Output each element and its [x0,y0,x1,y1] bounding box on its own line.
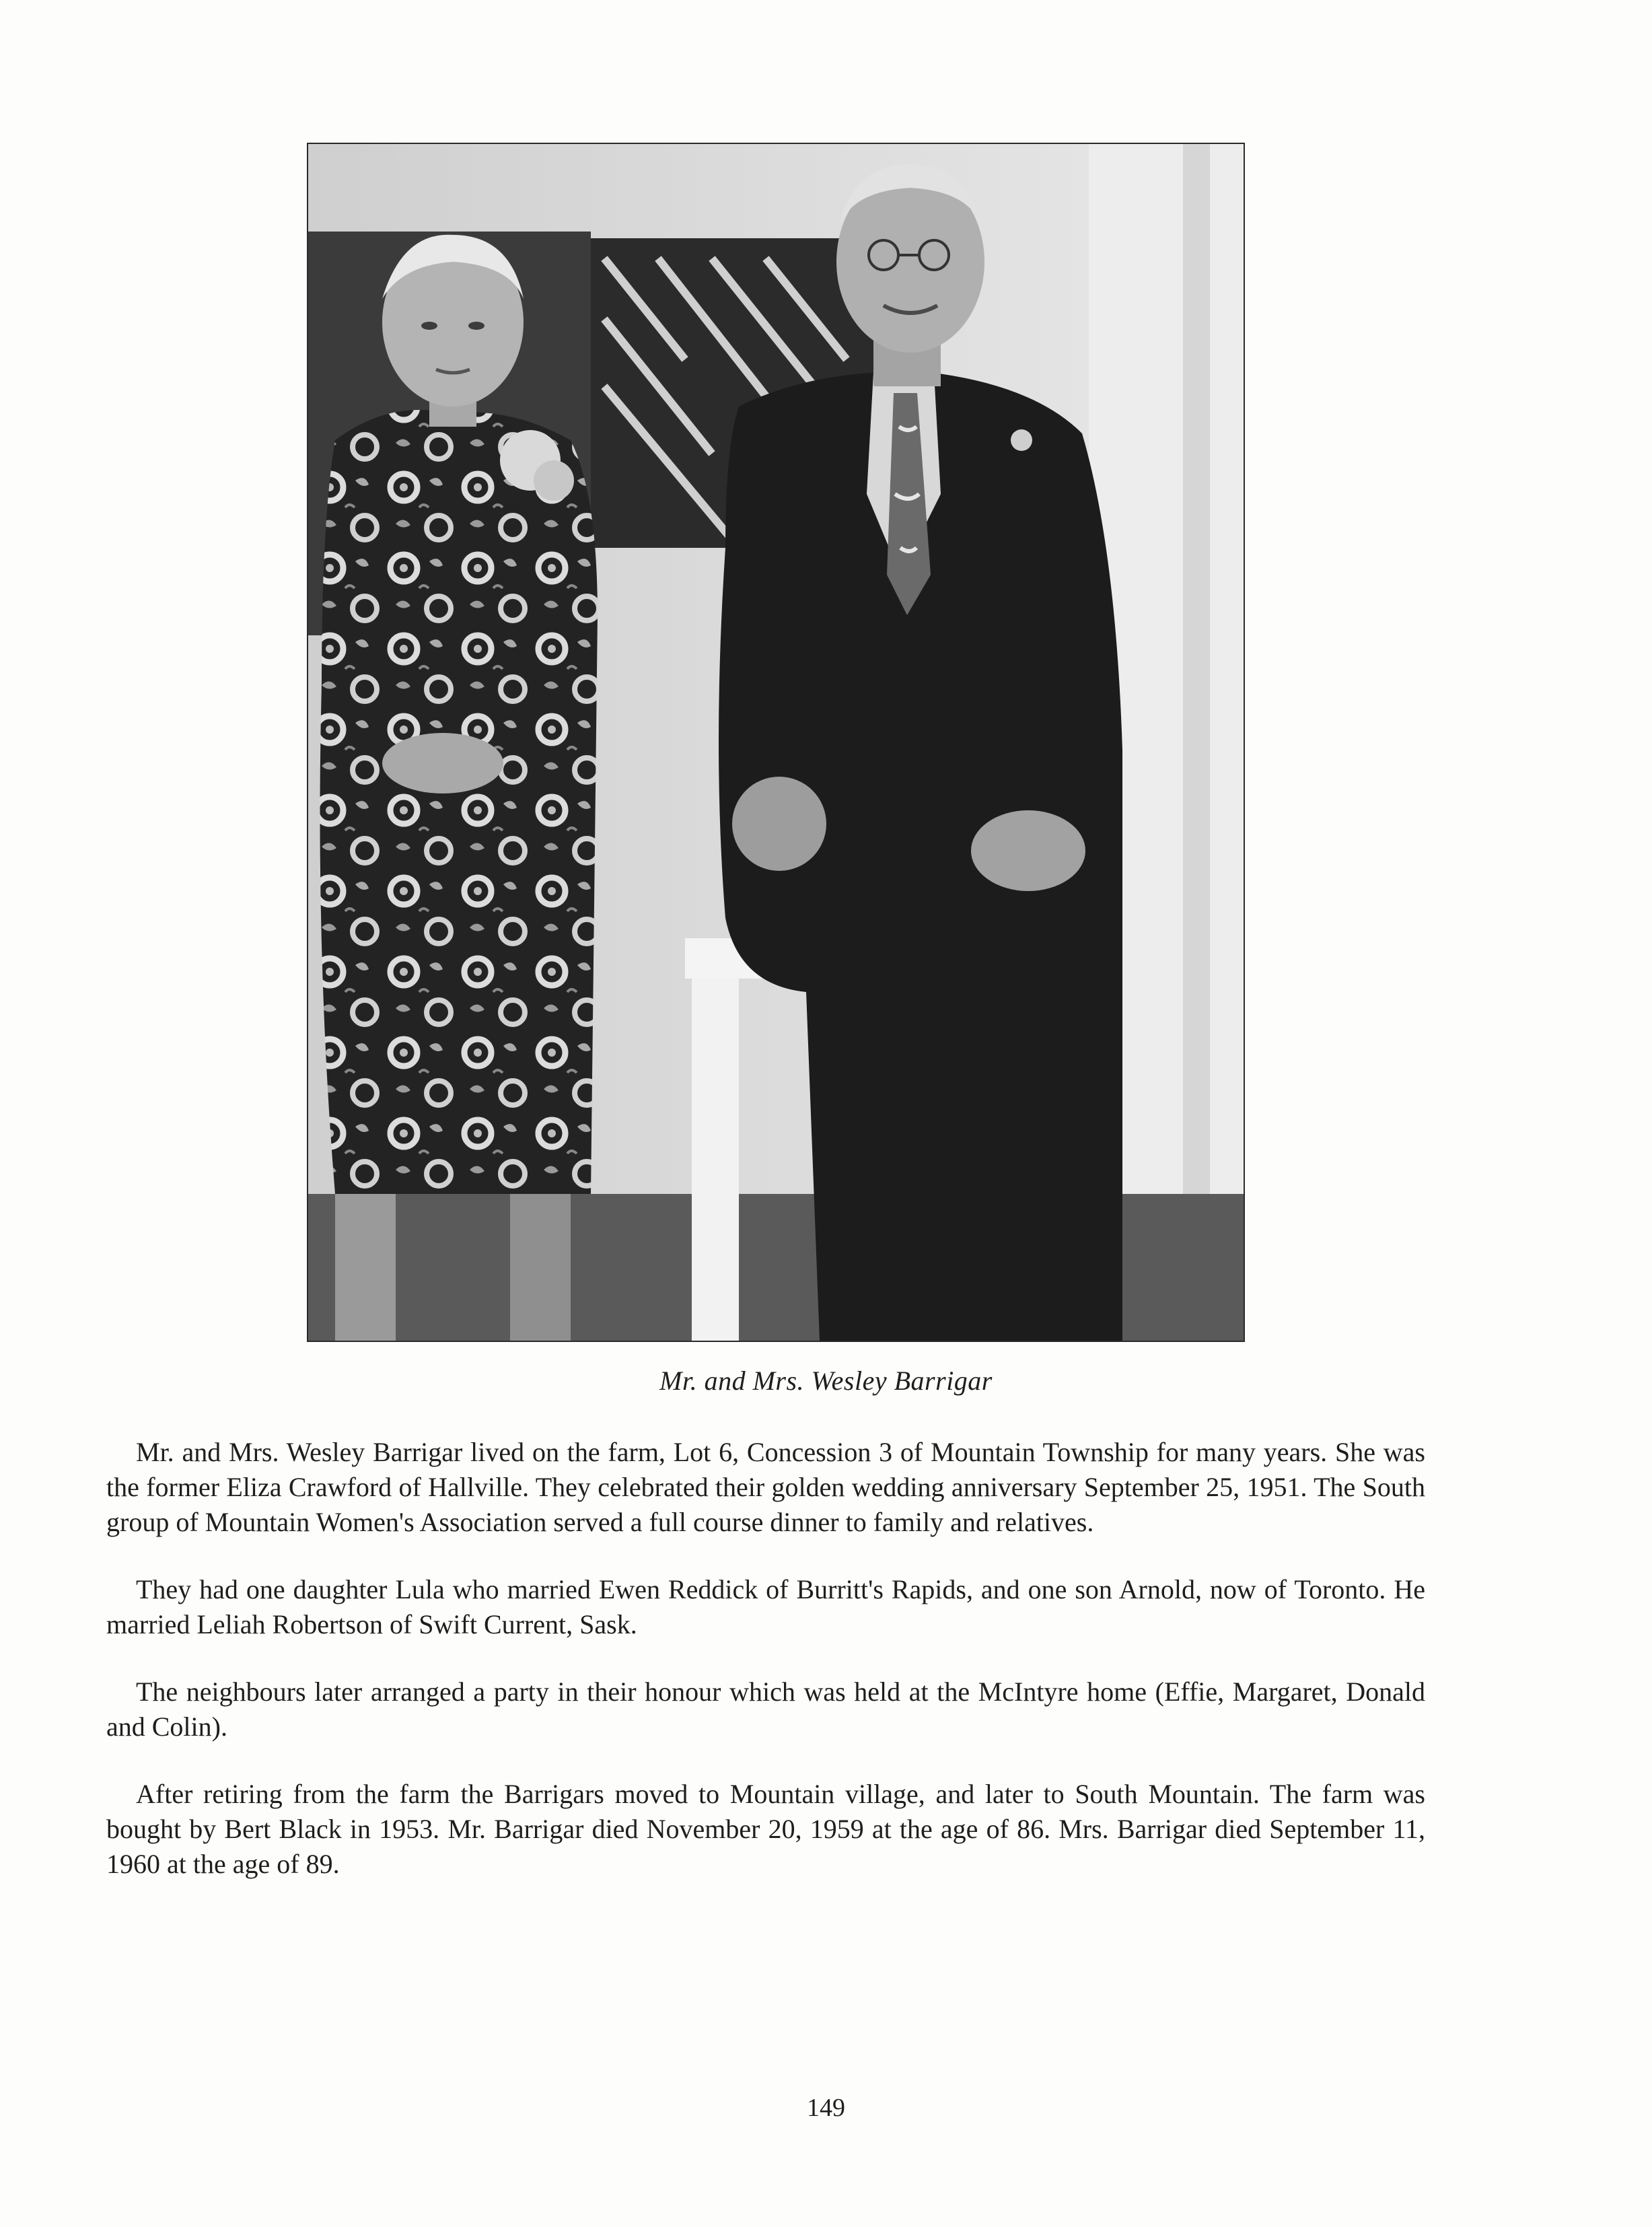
paragraph: They had one daughter Lula who married Ewen Reddick of Burritt's Rapids, and one son Arnold, now of Toronto. He married Leliah Robertson of Swift Current, Sask. [106,1574,1425,1639]
paragraph: After retiring from the farm the Barrigars moved to Mountain village, and later to South Mountain. The farm was bought by Bert Black in 1953. Mr. Barrigar died November 20, 1959 at the age of 86. Mrs. Barrigar died September 11, 1960 at the age of 89. [106,1779,1425,1879]
page-number: 149 [807,2094,845,2122]
photograph-image [308,144,1244,1341]
paragraph: Mr. and Mrs. Wesley Barrigar lived on the farm, Lot 6, Concession 3 of Mountain Township for many years. She was the former Eliza Crawford of Hallville. They celebrated their golden wedding anniversary September 25, 1951. The South group of Mountain Women's Association served a full course dinner to family and relatives. [106,1437,1425,1537]
paragraph: The neighbours later arranged a party in their honour which was held at the McIntyre home (Effie, Margaret, Donald and Colin). [106,1676,1425,1742]
article-body [106,1435,1425,1914]
couple-photograph [307,143,1245,1342]
photo-caption: Mr. and Mrs. Wesley Barrigar [659,1366,993,1396]
